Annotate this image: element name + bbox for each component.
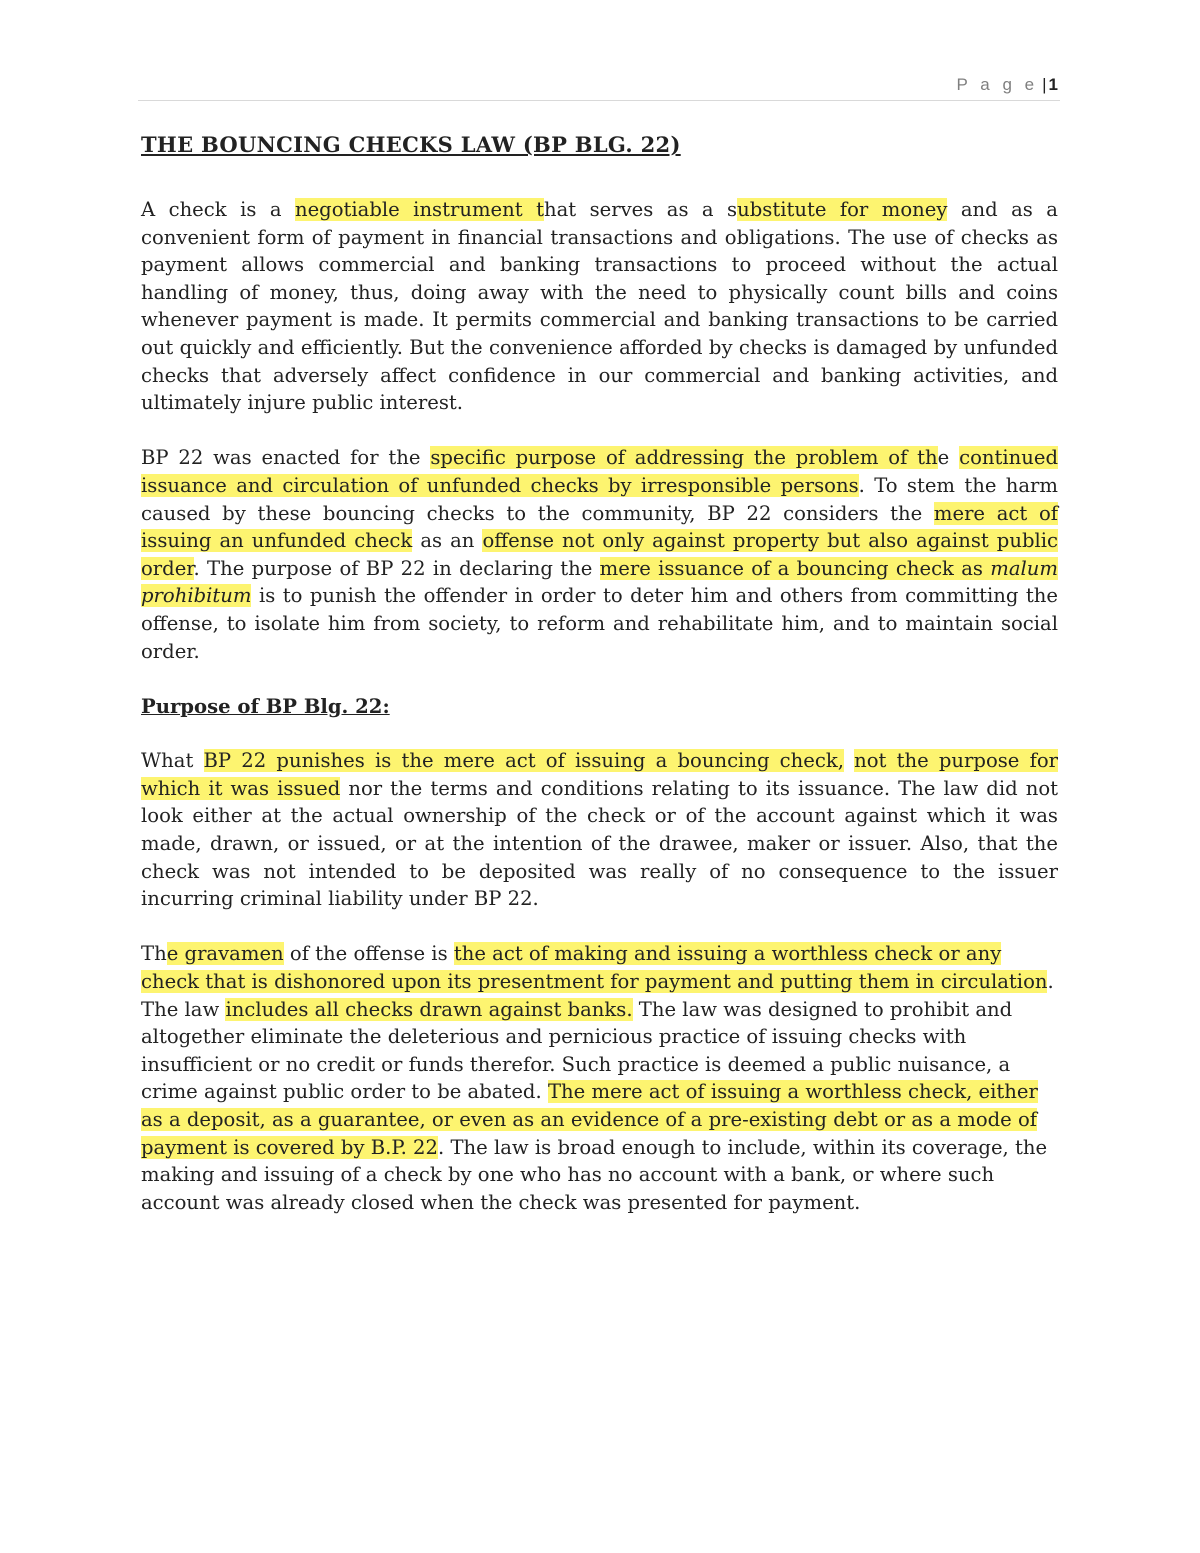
highlighted-text: ubstitute for money <box>737 198 948 221</box>
highlighted-text: not the purpose for which it was issued <box>141 749 1058 800</box>
text-run: nor the terms and conditions relating to its issuance. The law did not look either at the actual ownership of the check or of the account against which it was made, drawn, or issued, or at the intention of the drawee, maker or issuer. Also, that the check was not intended to be deposited was really of no consequence to the issuer incurring criminal liability under BP 22. <box>141 776 1058 911</box>
highlighted-text: mere act of issuing an unfunded check <box>141 501 1058 553</box>
text-run: What <box>141 749 204 773</box>
text-run: as an <box>412 529 483 553</box>
paragraph <box>141 940 1058 1216</box>
document-title: THE BOUNCING CHECKS LAW (BP BLG. 22) <box>141 132 681 157</box>
document-body <box>141 128 1058 1244</box>
text-run <box>844 749 854 772</box>
text-run: is to punish the offender in order to deter him and others from committing the offense, to isolate him from society, to reform and rehabilitate him, and to maintain social order. <box>141 584 1058 663</box>
page-number: 1 <box>1048 75 1058 94</box>
text-run: . The law <box>141 970 1054 1021</box>
text-run: The law was designed to prohibit and altogether eliminate the deleterious and pernicious practice of issuing checks with insufficient or no credit or funds therefor. Such practice is deemed a public nuisance, a crime against public order to be abated. <box>141 997 1013 1104</box>
page-header <box>138 74 1060 101</box>
text-run: A check is a <box>141 198 295 221</box>
page-separator: | <box>1042 75 1047 94</box>
highlighted-text: specific purpose of addressing the problem of th <box>430 446 938 470</box>
text-run: hat serves as a s <box>543 198 738 221</box>
paragraph <box>141 747 1058 913</box>
page-number-block <box>957 74 1058 96</box>
text-run: . The law is broad enough to include, within its coverage, the making and issuing of a check by one who has no account with a bank, or where such account was already closed when the check was presented for payment. <box>141 1135 1048 1214</box>
page-label: P a g e <box>956 75 1039 94</box>
paragraph <box>141 196 1058 417</box>
text-run: e <box>937 446 960 470</box>
section-heading: Purpose of BP Blg. 22: <box>141 694 390 718</box>
text-run: . To stem the harm caused by these bouncing checks to the community, BP 22 considers the <box>141 473 1058 525</box>
text-run: BP 22 was enacted for the <box>141 446 431 470</box>
highlighted-text: negotiable instrument t <box>294 198 544 221</box>
highlighted-text: BP 22 punishes is the mere act of issuing a bouncing check, <box>203 749 844 773</box>
text-run: of the offense is <box>283 942 454 966</box>
text-run: . The purpose of BP 22 in declaring the <box>193 556 600 580</box>
highlighted-text: includes all checks drawn against banks. <box>225 997 633 1021</box>
text-run: and as a convenient form of payment in financial transactions and obligations. The use of checks as payment allows commercial and banking transactions to proceed without the actual handling of money, thus, doing away with the need to physically count bills and coins whenever payment is made. It permits commercial and banking transactions to be carried out quickly and efficiently. But the convenience afforded by checks is damaged by unfunded checks that adversely affect confidence in our commercial and banking activities, and ultimately injure public interest. <box>141 198 1058 415</box>
highlighted-text: e gravamen <box>166 942 284 966</box>
highlighted-text: The mere act of issuing a worthless check, either as a deposit, as a guarantee, or even as an evidence of a pre-existing debt or as a mode of payment is covered by B.P. 22 <box>141 1080 1038 1159</box>
paragraph <box>141 444 1058 665</box>
text-run: Th <box>141 942 167 966</box>
highlighted-text: continued issuance and circulation of unfunded checks by irresponsible persons <box>141 446 1059 497</box>
highlighted-text: offense not only against property but also against public order <box>141 529 1058 580</box>
highlighted-text: the act of making and issuing a worthless check or any check that is dishonored upon its presentment for payment and putting them in circulation <box>141 942 1048 994</box>
highlighted-text: mere issuance of a bouncing check as <box>599 556 991 580</box>
highlighted-text: malum prohibitum <box>141 556 1058 608</box>
